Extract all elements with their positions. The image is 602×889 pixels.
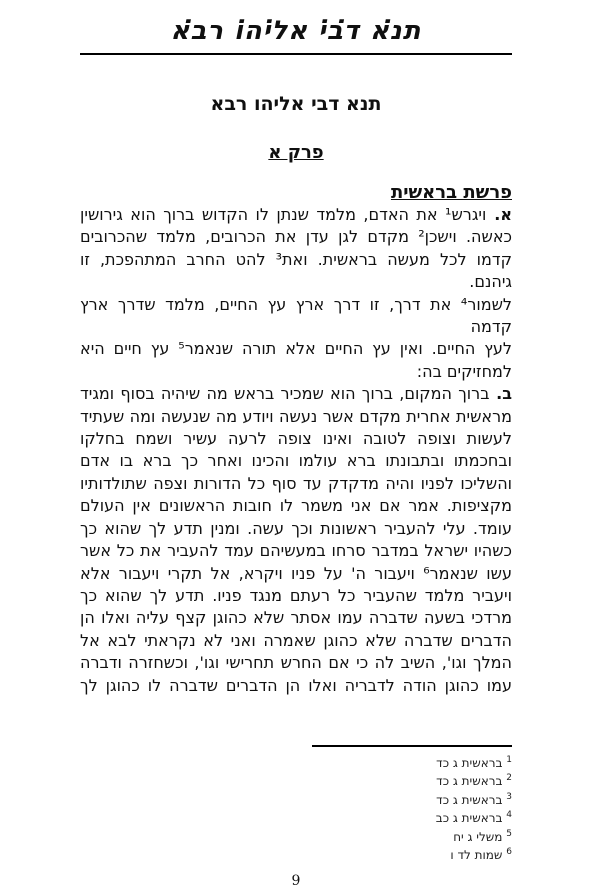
body-line: כשהיו ישראל במדבר סרחו במעשיהם עמד להעביר את כל אשר xyxy=(80,541,512,561)
body-line: עשו שנאמר⁶ ויעבור ה' על פניו ויקרא, אל תקרי ויעבור אלא xyxy=(80,563,513,583)
footnote-number: 6 xyxy=(506,847,512,858)
footnotes xyxy=(80,753,512,864)
body-line: ובחכמתו ובתבונתו ברא עולמו והכינו ואחר כך ברא בו אדם xyxy=(80,451,512,471)
book-title: תנא דבי אליהו רבא xyxy=(210,93,382,115)
chapter-heading: פרק א xyxy=(268,142,324,163)
body-line: מרדכי בשעה שדברה עמו אסתר שלא כהוגן קצף עליה ואלו הן xyxy=(80,608,512,628)
footnote-item: $^4$ בראשית ג כב xyxy=(435,810,512,826)
body-line: הדברים שדברה שלא כהוגן שאמרה ואני לא נקראתי לבא אל xyxy=(80,630,512,650)
body-line: לעץ החיים. ואין עץ החיים אלא תורה שנאמר⁵ עץ חיים היא xyxy=(80,339,513,359)
paragraph-marker: א. xyxy=(486,205,513,224)
footnote-number: 1 xyxy=(506,754,512,765)
running-header: תנ̇א ד̇ב̇י אל̇יה̇ו רב̇א xyxy=(80,14,512,55)
body-line: א. ויגרש¹ את האדם, מלמד שנתן לו הקדוש ברוך הוא גירושין xyxy=(80,205,513,224)
page-number: 9 xyxy=(291,872,301,889)
body-line: המלך וגו', השיב לה כי אם החרש תחרישי וגו', וכשחזרה ודברה xyxy=(80,653,512,673)
body-line: ב. ברוך המקום, ברוך הוא שמכיר בראש מה שיהיה בסוף ומגיד xyxy=(80,384,513,404)
footnote-number: 4 xyxy=(506,810,512,821)
body-line: לשמור⁴ את דרך, זו דרך ארץ עץ החיים, מלמד שדרך ארץ קדמה xyxy=(80,294,512,337)
footnote-item: $^5$ משלי ג יח xyxy=(453,828,512,844)
body-line: מראשית אחרית מקדם אשר נעשה ויודע מה שנעשה ומה שעתיד xyxy=(80,406,512,426)
footnote-item: $^1$ בראשית ג כד xyxy=(436,754,512,770)
paragraph-marker: ב. xyxy=(489,384,513,404)
footnote-item: $^2$ בראשית ג כד xyxy=(436,773,512,789)
body-line: עומד. עלי להעביר ראשונות וכך עשה. ומנין תדע לך שהוא כך xyxy=(80,518,512,538)
footnote-number: 2 xyxy=(506,773,512,784)
body-line: ויעביר מלמד שהעביר כל רעתם מנגד פניו. תדע לך שהוא כך xyxy=(80,585,512,605)
footnote-item: $^6$ שמות לד ו xyxy=(450,847,512,863)
body-line: מקציפות. אמר אם אני משמר לו חובות הראשונים אין העולם xyxy=(80,496,512,516)
footnote-separator xyxy=(312,745,512,747)
body-text xyxy=(80,204,512,697)
body-line: קדמו לכל מעשה בראשית. ואת³ להט החרב המתהפכת, זו גיהנם. xyxy=(80,249,512,292)
footnote-number: 5 xyxy=(506,828,512,839)
body-line: כאשה. וישכן² מקדם לגן עדן את הכרובים, מלמד שהכרובים xyxy=(80,227,512,247)
body-line: עמו כהוגן הודה לדבריה ואלו הן הדברים שדברה לו כהוגן לך xyxy=(80,675,512,695)
footnote-number: 3 xyxy=(506,791,512,802)
footnote-item: $^3$ בראשית ג כד xyxy=(436,791,512,807)
section-heading: פרשת בראשית xyxy=(390,182,512,203)
body-line: לעשות וצופה לטובה ואינו צופה לרעה עשיר ושמח בחלקו xyxy=(80,429,512,449)
body-line: והשליכו לפניו והיה מדקדק עד סוף כל הדורות וצפה שתולדותיו xyxy=(80,473,512,493)
body-line: למחזיקים בה: xyxy=(416,361,512,381)
